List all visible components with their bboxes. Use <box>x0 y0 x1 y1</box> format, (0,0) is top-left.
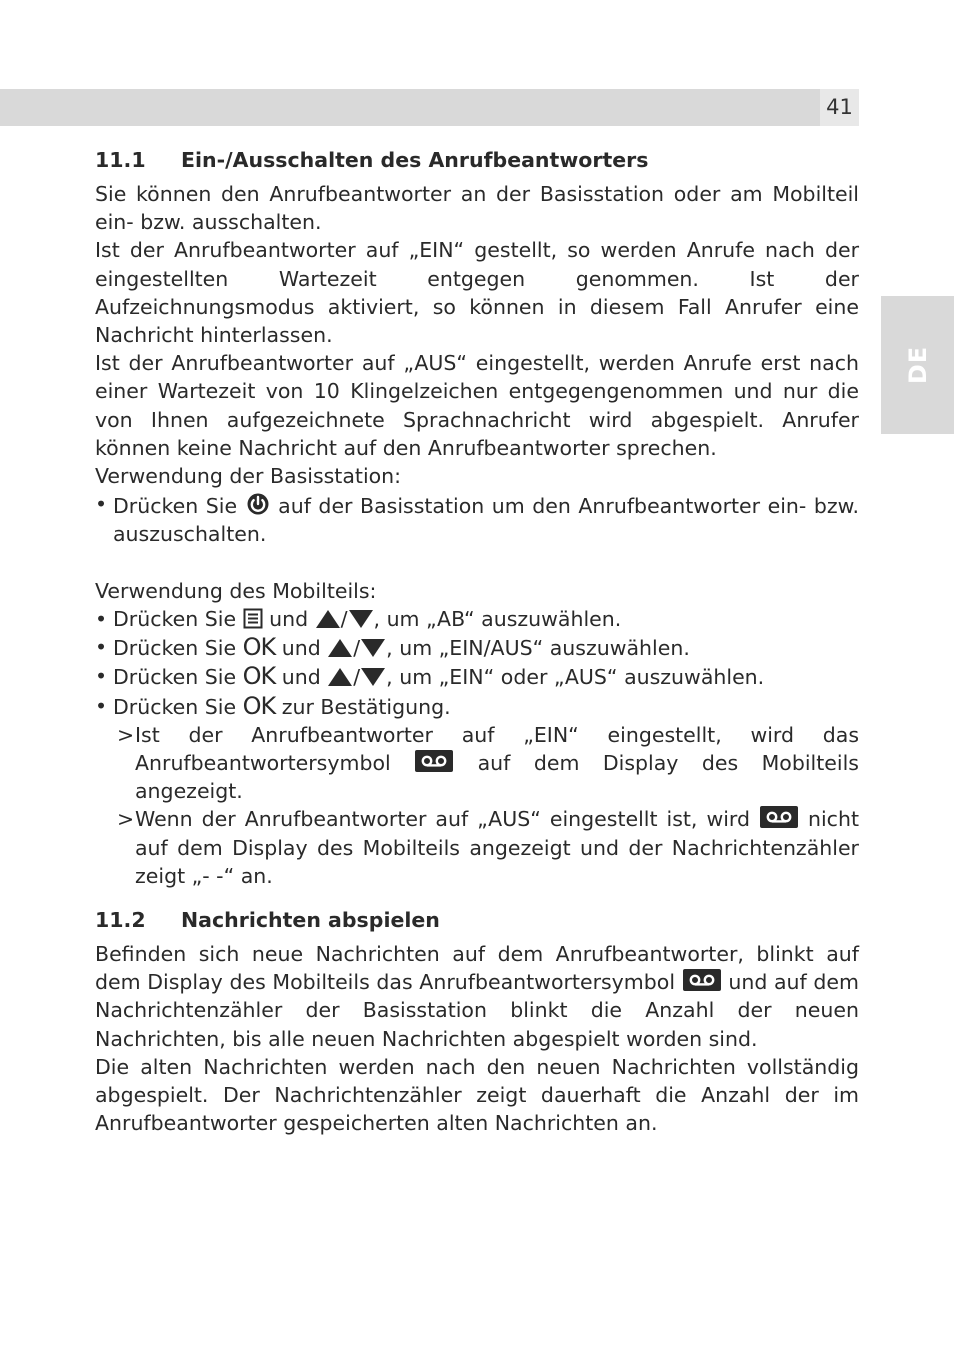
paragraph: Sie können den Anrufbeantworter an der Basisstation oder am Mobilteil ein- bzw. ausschalten. <box>95 182 859 235</box>
result-text: nicht auf dem Display des Mobilteils angezeigt und der Nachrichtenzähler zeigt „- -“ an. <box>135 807 859 888</box>
language-tab-label: DE <box>903 345 932 385</box>
spacer <box>95 549 859 577</box>
down-arrow-icon <box>360 638 386 658</box>
section-title: Ein-/Ausschalten des Anrufbeantworters <box>181 148 649 172</box>
result-on <box>95 721 859 806</box>
slash: / <box>353 665 361 690</box>
bullet-text: Drücken Sie <box>113 494 245 519</box>
bullet-handset-4 <box>95 692 859 721</box>
bullet-text: Drücken Sie <box>113 636 243 661</box>
bullet-text: , um „EIN“ oder „AUS“ auszuwählen. <box>386 665 765 690</box>
bullet-text: Drücken Sie <box>113 607 243 632</box>
page-number: 41 <box>820 89 859 126</box>
power-icon <box>245 490 271 516</box>
language-tab <box>881 296 954 434</box>
ok-key-label: OK <box>242 691 276 720</box>
section-heading-11-2 <box>95 906 859 934</box>
bullet-text: , um „EIN/AUS“ auszuwählen. <box>386 636 690 661</box>
subheading-handset: Verwendung des Mobilteils: <box>95 578 377 603</box>
bullet-text: Drücken Sie <box>113 665 243 690</box>
down-arrow-icon <box>360 667 386 687</box>
slash: / <box>353 636 361 661</box>
paragraph: Ist der Anrufbeantworter auf „AUS“ eingestellt, werden Anrufe erst nach einer Wartezeit von 10 Klingelzeichen entgegengenommen und nur die von Ihnen aufgezeichnete Sprachnachricht wird abgespielt. Anrufer können keine Nachricht auf den Anrufbeantworter sprechen. <box>95 351 859 460</box>
paragraph <box>95 940 859 1053</box>
bullet-text: zur Bestätigung. <box>275 694 451 719</box>
bullet-text: und <box>275 636 328 661</box>
answering-machine-icon <box>682 968 722 992</box>
result-text: auf dem Display des Mobilteils angezeigt. <box>135 751 859 804</box>
bullet-handset-3 <box>95 662 859 691</box>
paragraph-text: und auf dem Nachrichtenzähler der Basisstation blinkt die Anzahl der neuen Nachrichten, bis alle neuen Nachrichten abgespielt worden sind. <box>95 970 859 1051</box>
result-off <box>95 805 859 890</box>
bullet-text: und <box>262 607 315 632</box>
up-arrow-icon <box>327 667 353 687</box>
bullet-base-station <box>95 490 859 548</box>
bullet-text: Drücken Sie <box>113 694 243 719</box>
up-arrow-icon <box>327 638 353 658</box>
bullet-text: und <box>275 665 328 690</box>
bullet-text: , um „AB“ auszuwählen. <box>373 607 622 632</box>
subheading-base-station: Verwendung der Basisstation: <box>95 464 402 489</box>
ok-key-label: OK <box>242 633 276 662</box>
bullet-handset-2 <box>95 633 859 662</box>
menu-icon <box>243 608 263 629</box>
paragraph: Ist der Anrufbeantworter auf „EIN“ gestellt, so werden Anrufe nach der eingestellten Wartezeit entgegen genommen. Ist der Aufzeichnungsmodus aktiviert, so können in diesem Fall Anrufer eine Nachricht hinterlassen. <box>95 238 859 348</box>
paragraph-text: Befinden sich neue Nachrichten auf dem Anrufbeantworter, blinkt auf dem Display des Mobilteils das Anrufbeantwortersymbol <box>95 942 859 995</box>
header-bar <box>0 89 820 126</box>
result-text: Ist der Anrufbeantworter auf „EIN“ eingestellt, wird das Anrufbeantwortersymbol <box>135 722 859 776</box>
page-content <box>95 146 859 1137</box>
section-title: Nachrichten abspielen <box>181 908 440 933</box>
section-number: 11.2 <box>95 908 146 933</box>
paragraph: Die alten Nachrichten werden nach den neuen Nachrichten vollständig abgespielt. Der Nachrichtenzähler zeigt dauerhaft die Anzahl der im Anrufbeantworter gespeicherten alten Nachrichten an. <box>95 1054 859 1136</box>
result-marker: > <box>117 722 135 747</box>
result-text: Wenn der Anrufbeantworter auf „AUS“ eingestellt ist, wird <box>135 807 759 832</box>
answering-machine-icon <box>414 749 454 773</box>
slash: / <box>340 607 348 632</box>
answering-machine-icon <box>759 805 799 829</box>
ok-key-label: OK <box>242 662 276 691</box>
bullet-handset-1 <box>95 605 859 633</box>
up-arrow-icon <box>315 609 341 629</box>
section-heading-11-1 <box>95 146 859 174</box>
section-number: 11.1 <box>95 148 146 172</box>
bullet-text: auf der Basisstation um den Anrufbeantworter ein- bzw. auszuschalten. <box>113 494 860 547</box>
down-arrow-icon <box>348 609 374 629</box>
result-marker: > <box>117 807 135 832</box>
